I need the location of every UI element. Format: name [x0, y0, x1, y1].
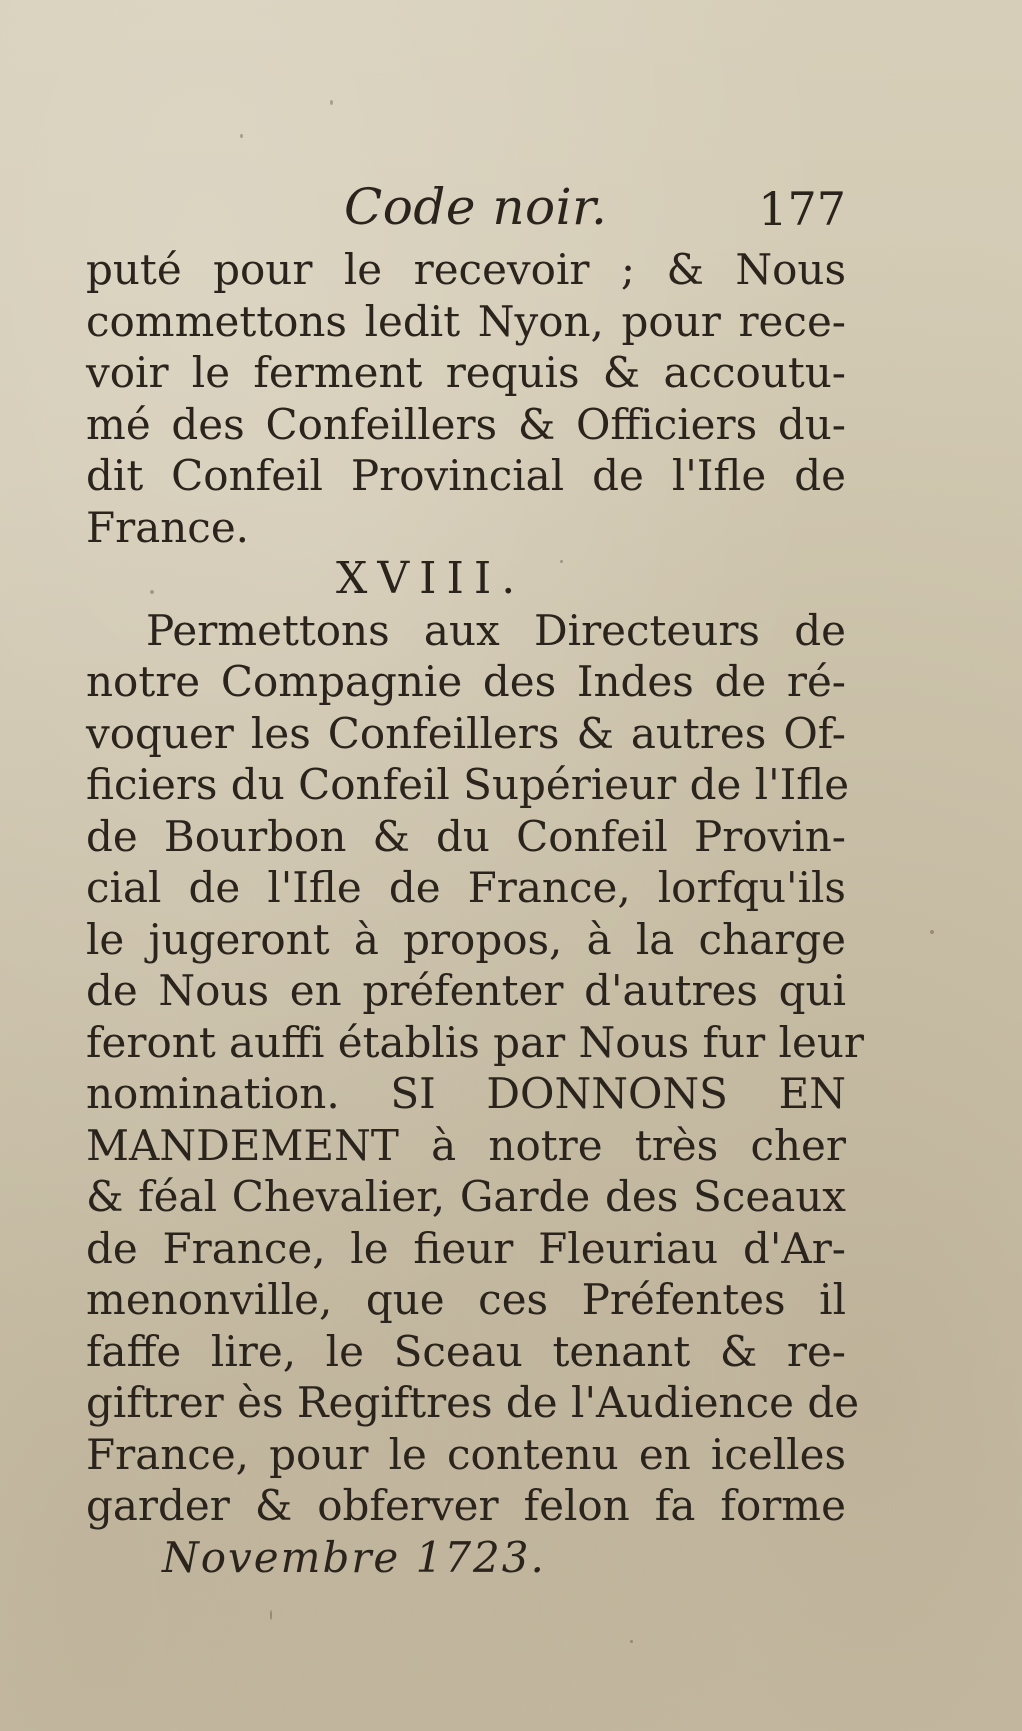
text-line: & féal Chevalier, Garde des Sceaux	[86, 1172, 846, 1221]
text-line: France.	[86, 502, 250, 552]
text-line: de Nous en préfenter d'autres qui	[86, 966, 846, 1015]
text-line: commettons ledit Nyon, pour rece-	[86, 296, 846, 346]
text-line: garder & obferver felon fa forme	[86, 1481, 846, 1530]
paper-speck	[240, 134, 243, 138]
text-line: Permettons aux Directeurs de	[146, 605, 846, 655]
text-line: faffe lire, le Sceau tenant & re-	[86, 1326, 846, 1376]
text-line: feront auffi établis par Nous fur leur	[86, 1017, 864, 1067]
paper-speck	[630, 1640, 633, 1643]
paper-speck	[330, 100, 333, 105]
text-line: le jugeront à propos, à la charge	[86, 914, 846, 964]
text-line: notre Compagnie des Indes de ré-	[86, 657, 846, 706]
text-line: mé des Confeillers & Officiers du-	[86, 399, 846, 449]
text-line: menonville, que ces Préfentes il	[86, 1275, 846, 1324]
paper-speck	[930, 930, 934, 934]
article-heading: XVIII.	[336, 553, 526, 604]
body-text	[86, 244, 864, 1583]
page-number: 177	[758, 182, 846, 236]
closing-line: Novembre 1723.	[162, 1532, 546, 1582]
text-line: giftrer ès Regiftres de l'Audience de	[86, 1378, 860, 1427]
text-line: de France, le fieur Fleuriau d'Ar-	[86, 1223, 846, 1273]
text-line: voquer les Confeillers & autres Of-	[86, 708, 846, 758]
text-line: puté pour le recevoir ; & Nous	[86, 245, 846, 294]
text-line: France, pour le contenu en icelles	[86, 1429, 846, 1479]
paper-speck	[270, 1610, 272, 1620]
text-line: voir le ferment requis & accoutu-	[86, 348, 846, 397]
text-line: de Bourbon & du Confeil Provin-	[86, 811, 846, 861]
text-line: cial de l'Ifle de France, lorfqu'ils	[86, 863, 846, 912]
text-line: ficiers du Confeil Supérieur de l'Ifle	[86, 760, 850, 809]
text-line: MANDEMENT à notre très cher	[86, 1120, 846, 1170]
running-head-title: Code noir.	[344, 178, 608, 236]
text-line: nomination. SI DONNONS EN	[86, 1069, 846, 1118]
running-head	[86, 178, 846, 234]
text-line: dit Confeil Provincial de l'Ifle de	[86, 451, 846, 500]
